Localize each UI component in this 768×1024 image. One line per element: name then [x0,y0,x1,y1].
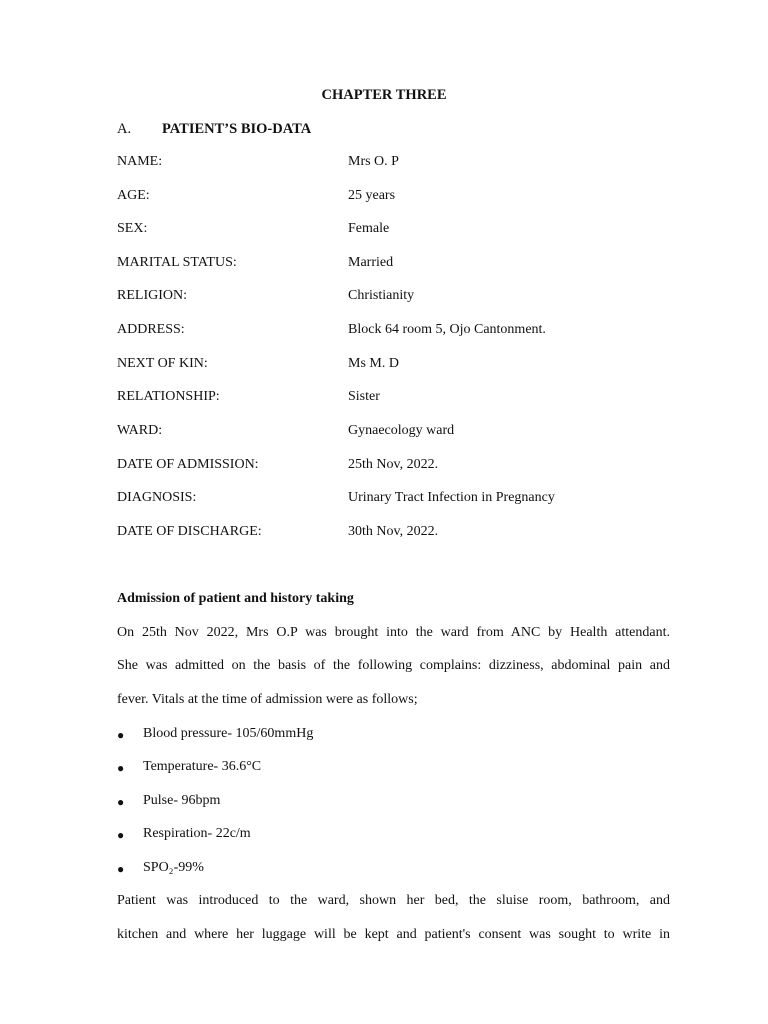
bio-row-marital-status [117,255,677,275]
bullet-icon: ● [117,795,125,809]
bio-row-next-of-kin [117,356,677,376]
bio-label: DATE OF ADMISSION: [117,457,259,472]
paragraph-line: She was admitted on the basis of the following complains: dizziness, abdominal pain and [117,658,670,673]
section-letter: A. [117,121,132,137]
bio-row-address [117,322,677,342]
paragraph-line: kitchen and where her luggage will be kept and patient's consent was sought to write in [117,927,670,942]
bio-row-name [117,154,677,174]
bio-row-diagnosis [117,490,677,510]
bio-value: Mrs O. P [348,154,399,169]
bio-row-age [117,188,677,208]
bio-value: Female [348,221,390,236]
section-title: PATIENT’S BIO-DATA [162,121,312,137]
chapter-title: CHAPTER THREE [321,87,447,103]
vital-item-temperature [117,759,677,779]
vital-item-blood-pressure [117,726,677,746]
vital-text: Pulse- 96bpm [143,793,221,808]
admission-heading: Admission of patient and history taking [117,591,354,606]
bio-value: Sister [348,389,380,404]
bullet-icon: ● [117,761,125,775]
bio-label: WARD: [117,423,163,438]
bio-row-religion [117,288,677,308]
bio-value: Urinary Tract Infection in Pregnancy [348,490,555,505]
bio-value: Block 64 room 5, Ojo Cantonment. [348,322,546,337]
bio-value: 25 years [348,188,396,203]
bio-label: DIAGNOSIS: [117,490,197,505]
bio-value: Gynaecology ward [348,423,455,438]
paragraph-line: Patient was introduced to the ward, shown her bed, the sluise room, bathroom, and [117,893,670,908]
bio-value: Married [348,255,394,270]
vital-text: Blood pressure- 105/60mmHg [143,726,314,741]
bio-row-relationship [117,389,677,409]
bio-label: MARITAL STATUS: [117,255,237,270]
vital-text: Temperature- 36.6°C [143,759,262,774]
bio-value: Christianity [348,288,415,303]
vital-item-spo2 [117,860,677,880]
bio-value: Ms M. D [348,356,399,371]
vital-text: SPO₂-99% [143,860,204,875]
bio-row-sex [117,221,677,241]
bio-label: RELATIONSHIP: [117,389,220,404]
bullet-icon: ● [117,862,125,876]
vital-item-respiration [117,826,677,846]
bio-row-ward [117,423,677,443]
vital-item-pulse [117,793,677,813]
bio-label: RELIGION: [117,288,187,303]
bio-value: 25th Nov, 2022. [348,457,439,472]
bio-label: NAME: [117,154,163,169]
bio-row-date-of-discharge [117,524,677,544]
bullet-icon: ● [117,728,125,742]
vital-text: Respiration- 22c/m [143,826,251,841]
bio-row-date-of-admission [117,457,677,477]
bio-label: ADDRESS: [117,322,185,337]
bio-label: DATE OF DISCHARGE: [117,524,262,539]
bio-label: SEX: [117,221,148,236]
bullet-icon: ● [117,828,125,842]
bio-label: NEXT OF KIN: [117,356,208,371]
paragraph-line: On 25th Nov 2022, Mrs O.P was brought into the ward from ANC by Health attendant. [117,625,670,640]
bio-label: AGE: [117,188,150,203]
paragraph-line: fever. Vitals at the time of admission were as follows; [117,692,418,707]
bio-value: 30th Nov, 2022. [348,524,439,539]
